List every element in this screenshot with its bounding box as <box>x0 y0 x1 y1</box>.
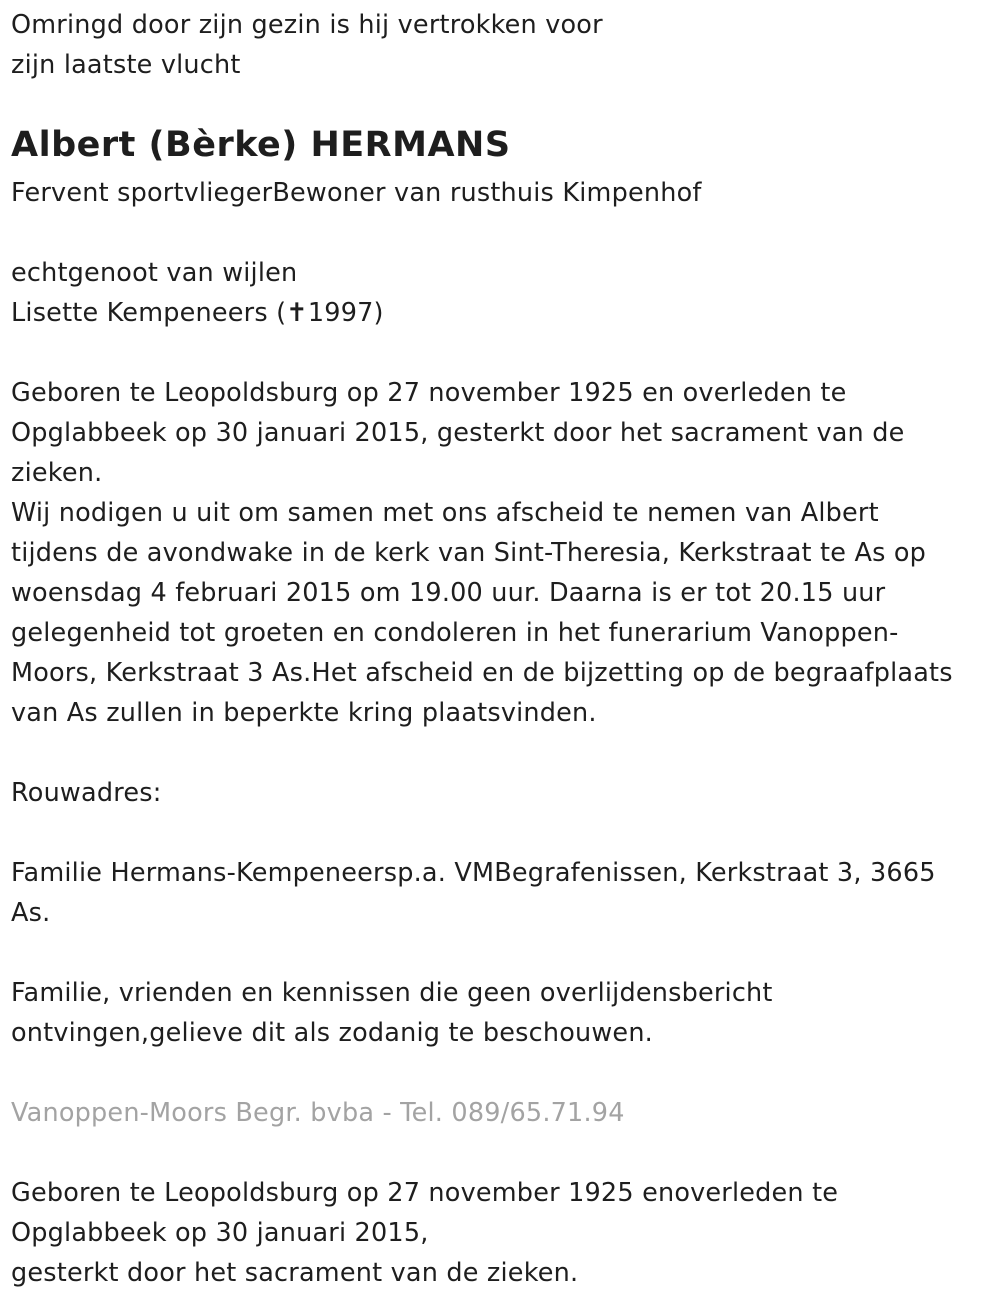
body-line-5: tijdens de avondwake in de kerk van Sint-Theresia, Kerkstraat te As op <box>11 538 927 568</box>
spouse-line-1: echtgenoot van wijlen <box>11 258 298 288</box>
address-line-1: Familie Hermans-Kempeneersp.a. VMBegrafenissen, Kerkstraat 3, 3665 <box>11 858 936 888</box>
closing-line-1: Geboren te Leopoldsburg op 27 november 1925 enoverleden te <box>11 1178 839 1208</box>
body-line-3: zieken. <box>11 458 103 488</box>
body-line-1: Geboren te Leopoldsburg op 27 november 1925 en overleden te <box>11 378 847 408</box>
intro-line-1: Omringd door zijn gezin is hij vertrokken voor <box>11 10 603 40</box>
spouse-line-2: Lisette Kempeneers (✝1997) <box>11 298 384 328</box>
deceased-name: Albert (Bèrke) HERMANS <box>11 125 511 165</box>
closing-line-2: Opglabbeek op 30 januari 2015, <box>11 1218 429 1248</box>
closing-line-3: gesterkt door het sacrament van de zieken. <box>11 1258 579 1288</box>
notice-line-2: ontvingen,gelieve dit als zodanig te beschouwen. <box>11 1018 653 1048</box>
body-line-7: gelegenheid tot groeten en condoleren in het funerarium Vanoppen- <box>11 618 899 648</box>
body-line-9: van As zullen in beperkte kring plaatsvinden. <box>11 698 597 728</box>
intro-line-2: zijn laatste vlucht <box>11 50 241 80</box>
body-line-4: Wij nodigen u uit om samen met ons afscheid te nemen van Albert <box>11 498 879 528</box>
notice-line-1: Familie, vrienden en kennissen die geen overlijdensbericht <box>11 978 773 1008</box>
body-line-8: Moors, Kerkstraat 3 As.Het afscheid en de bijzetting op de begraafplaats <box>11 658 953 688</box>
address-line-2: As. <box>11 898 51 928</box>
deceased-subtitle: Fervent sportvliegerBewoner van rusthuis Kimpenhof <box>11 178 702 208</box>
address-label: Rouwadres: <box>11 778 162 808</box>
body-line-2: Opglabbeek op 30 januari 2015, gesterkt door het sacrament van de <box>11 418 905 448</box>
funeral-home-contact: Vanoppen-Moors Begr. bvba - Tel. 089/65.71.94 <box>11 1098 625 1128</box>
body-line-6: woensdag 4 februari 2015 om 19.00 uur. Daarna is er tot 20.15 uur <box>11 578 886 608</box>
